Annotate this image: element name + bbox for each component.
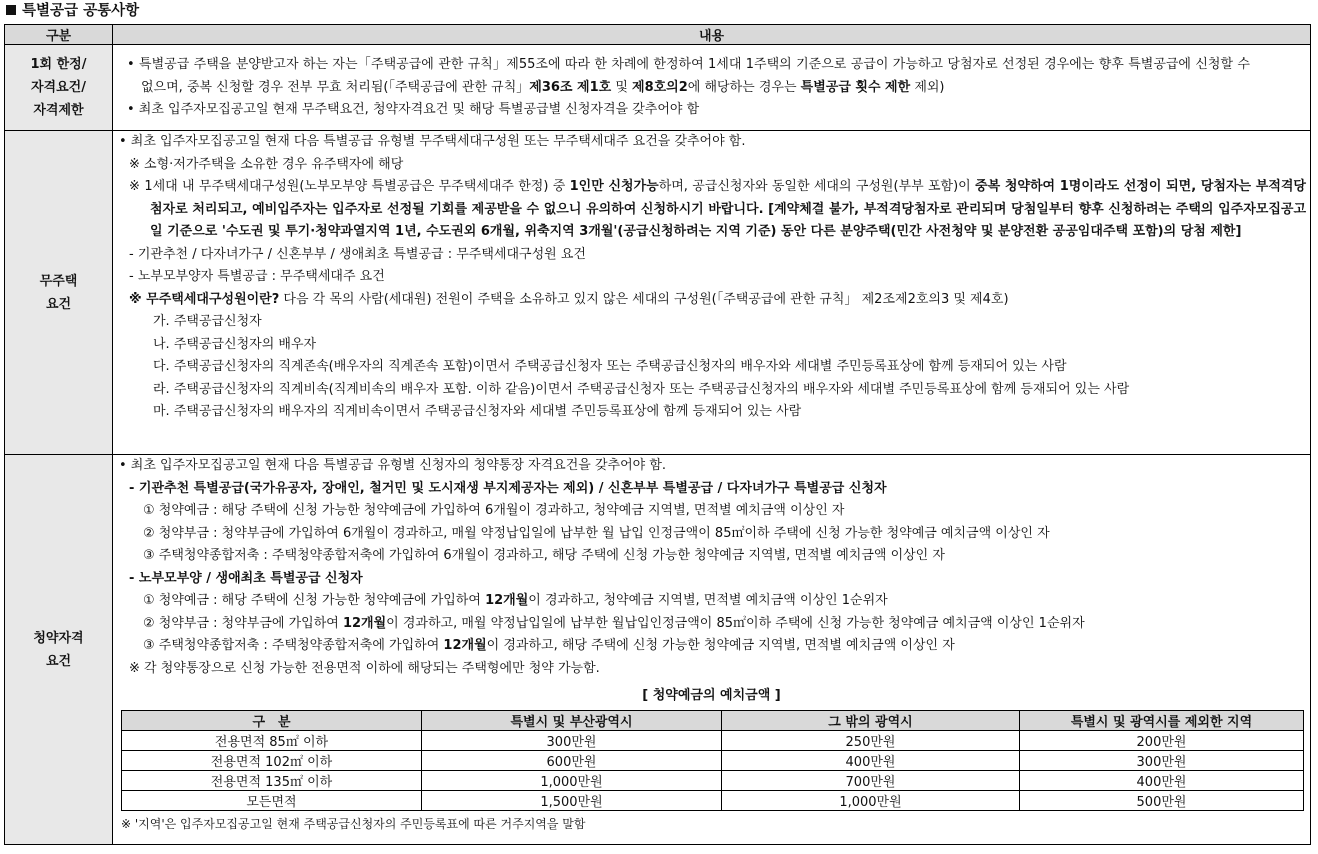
deposit-header: 구 분 [122, 710, 422, 730]
table-cell: 200만원 [1020, 730, 1304, 750]
deposit-table [121, 710, 1304, 811]
table-cell: 전용면적 85㎡ 이하 [122, 730, 422, 750]
bullet-text: • 최초 입주자모집공고일 현재 다음 특별공급 유형별 무주택세대구성원 또는 무주택세대주 요건을 갖추어야 함. [119, 134, 746, 149]
list-item: ① 청약예금 : 해당 주택에 신청 가능한 청약예금에 가입하여 6개월이 경과하고, 청약예금 지역별, 면적별 예치금액 이상인 자 [143, 503, 845, 518]
note-text: ※ 각 청약통장으로 신청 가능한 전용면적 이하에 해당되는 주택형에만 청약 가능함. [129, 660, 600, 676]
list-item: ① 청약예금 : 해당 주택에 신청 가능한 청약예금에 가입하여 12개월이 경과하고, 청약예금 지역별, 면적별 예치금액 이상인 1순위자 [143, 593, 888, 608]
label-line: 요건 [45, 653, 72, 669]
bullet-text: • 최초 입주자모집공고일 현재 다음 특별공급 유형별 신청자의 청약통장 자격요건을 갖추어야 함. [119, 458, 667, 473]
dash-text: - 기관추천 / 다자녀가구 / 신혼부부 / 생애최초 특별공급 : 무주택세대구성원 요건 [129, 246, 586, 262]
group-heading: - 노부모부양 / 생애최초 특별공급 신청자 [129, 570, 363, 586]
header-category: 구분 [5, 25, 113, 45]
row-content-subscription [113, 455, 1311, 845]
note-text: ※ 소형·저가주택을 소유한 경우 유주택자에 해당 [129, 156, 404, 172]
label-line: 청약자격 [33, 630, 84, 646]
deposit-table-title: [ 청약예금의 예치금액 ] [642, 688, 781, 703]
list-item: 나. 주택공급신청자의 배우자 [153, 336, 317, 352]
row-content-once-limit [113, 45, 1311, 131]
table-cell: 1,500만원 [422, 790, 722, 810]
label-line: 1회 한정/ [30, 57, 87, 72]
label-line: 자격제한 [33, 103, 84, 118]
note-text: ※ 1세대 내 무주택세대구성원(노부모부양 특별공급은 무주택세대주 한정) 중 1인만 신청가능하며, 공급신청자와 동일한 세대의 구성원(부부 포함)이 중복 청약하여 1명이라도 선정이 되면, 당첨자는 부적격당첨자로 처리되고, 예비입주자는 입주자로 선정될 기회를 제공받을 수 없으니 유의하여 신청하시기 바랍니다. [계약체결 불가, 부적격당첨자로 관리되며 당첨일부터 향후 신청하려는 주택의 입주자모집공고일 기준으로 '수도권 및 투기·청약과열지역 1년, 수도권외 6개월, 위축지역 3개월'(공급신청하려는 지역 기준) 동안 다른 분양주택(민간 사전청약 및 분양전환 공공임대주택 포함)의 당첨 제한] [129, 179, 1306, 239]
row-label-subscription [5, 455, 113, 845]
table-row [5, 455, 1311, 845]
row-label-no-house [5, 131, 113, 455]
deposit-header: 특별시 및 광역시를 제외한 지역 [1020, 710, 1304, 730]
bullet-text: • 최초 입주자모집공고일 현재 무주택요건, 청약자격요건 및 해당 특별공급별 신청자격을 갖추어야 함 [127, 102, 700, 117]
footnote: ※ '지역'은 입주자모집공고일 현재 주택공급신청자의 주민등록표에 따른 거주지역을 말함 [121, 816, 586, 831]
list-item: 마. 주택공급신청자의 배우자의 직계비속이면서 주택공급신청자와 세대별 주민등록표상에 함께 등재되어 있는 사람 [153, 404, 802, 419]
deposit-header: 특별시 및 부산광역시 [422, 710, 722, 730]
table-cell: 전용면적 102㎡ 이하 [122, 750, 422, 770]
table-cell: 모든면적 [122, 790, 422, 810]
deposit-header: 그 밖의 광역시 [722, 710, 1020, 730]
table-row [122, 750, 1304, 770]
special-supply-table [4, 24, 1311, 845]
table-cell: 250만원 [722, 730, 1020, 750]
table-cell: 400만원 [722, 750, 1020, 770]
label-line: 무주택 [39, 273, 78, 289]
table-row [5, 131, 1311, 455]
table-cell: 700만원 [722, 770, 1020, 790]
list-item: ③ 주택청약종합저축 : 주택청약종합저축에 가입하여 12개월이 경과하고, 해당 주택에 신청 가능한 청약예금 지역별, 면적별 예치금액 이상인 자 [143, 638, 955, 653]
header-content: 내용 [113, 25, 1311, 45]
list-item: ③ 주택청약종합저축 : 주택청약종합저축에 가입하여 6개월이 경과하고, 해당 주택에 신청 가능한 청약예금 지역별, 면적별 예치금액 이상인 자 [143, 548, 945, 563]
table-cell: 300만원 [1020, 750, 1304, 770]
group-heading: - 기관추천 특별공급(국가유공자, 장애인, 철거민 및 도시재생 부지제공자는 제외) / 신혼부부 특별공급 / 다자녀가구 특별공급 신청자 [129, 480, 887, 496]
label-line: 요건 [45, 296, 72, 312]
list-item: ② 청약부금 : 청약부금에 가입하여 6개월이 경과하고, 매월 약정납입일에 납부한 월 납입 인정금액이 85㎡이하 주택에 신청 가능한 청약예금 예치금액 이상인 자 [143, 525, 1050, 541]
table-cell: 500만원 [1020, 790, 1304, 810]
note-text: ※ 무주택세대구성원이란? 다음 각 목의 사람(세대원) 전원이 주택을 소유하고 있지 않은 세대의 구성원(「주택공급에 관한 규칙」 제2조제2호의3 및 제4호) [129, 291, 1009, 307]
section-title [6, 0, 139, 22]
table-row [122, 790, 1304, 810]
list-item: 라. 주택공급신청자의 직계비속(직계비속의 배우자 포함. 이하 같음)이면서 주택공급신청자 또는 주택공급신청자의 배우자와 세대별 주민등록표상에 함께 등재되어 있는 사람 [153, 381, 1130, 397]
list-item: 가. 주택공급신청자 [153, 314, 262, 329]
table-cell: 300만원 [422, 730, 722, 750]
label-line: 자격요건/ [31, 80, 86, 95]
table-row [122, 770, 1304, 790]
table-row [122, 730, 1304, 750]
table-header-row [5, 25, 1311, 45]
table-cell: 400만원 [1020, 770, 1304, 790]
square-bullet-icon [6, 5, 16, 15]
table-row [5, 45, 1311, 131]
list-item: ② 청약부금 : 청약부금에 가입하여 12개월이 경과하고, 매월 약정납입일에 납부한 월납입인정금액이 85㎡이하 주택에 신청 가능한 청약예금 예치금액 이상인 1순위자 [143, 615, 1085, 631]
table-cell: 1,000만원 [722, 790, 1020, 810]
dash-text: - 노부모부양자 특별공급 : 무주택세대주 요건 [129, 269, 385, 284]
list-item: 다. 주택공급신청자의 직계존속(배우자의 직계존속 포함)이면서 주택공급신청자 또는 주택공급신청자의 배우자와 세대별 주민등록표상에 함께 등재되어 있는 사람 [153, 359, 1067, 374]
table-cell: 1,000만원 [422, 770, 722, 790]
deposit-header-row [122, 710, 1304, 730]
row-label-once-limit [5, 45, 113, 131]
table-cell: 600만원 [422, 750, 722, 770]
row-content-no-house [113, 131, 1311, 455]
bullet-text: • 특별공급 주택을 분양받고자 하는 자는「주택공급에 관한 규칙」제55조에 따라 한 차례에 한정하여 1세대 1주택의 기준으로 공급이 가능하고 당첨자로 선정된 경우에는 향후 특별공급에 신청할 수 없으며, 중복 신청할 경우 전부 무효 처리됨(「주택공급에 관한 규칙」제36조 제1호 및 제8호의2에 해당하는 경우는 특별공급 횟수 제한 제외) [127, 57, 1250, 95]
table-cell: 전용면적 135㎡ 이하 [122, 770, 422, 790]
section-title-text: 특별공급 공통사항 [22, 3, 140, 19]
